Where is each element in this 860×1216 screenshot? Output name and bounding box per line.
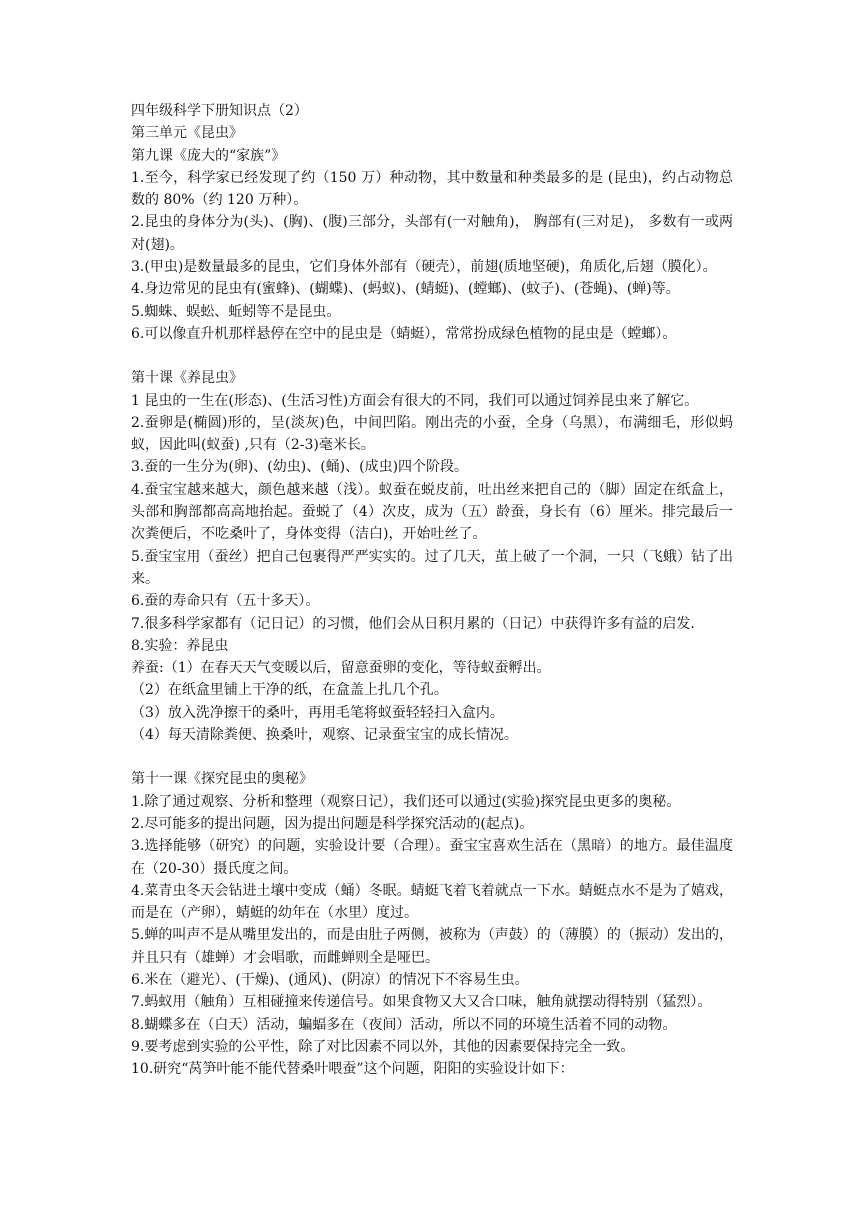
- list-item: 2.尽可能多的提出问题，因为提出问题是科学探究活动的(起点)。: [131, 815, 534, 832]
- list-item: 7.很多科学家都有（记日记）的习惯，他们会从日积月累的（日记）中获得许多有益的启发.: [131, 615, 695, 632]
- list-item: 3.选择能够（研究）的问题，实验设计要（合理）。蚕宝宝喜欢生活在（黑暗）的地方。最佳温度在（20-30）摄氏度之间。: [131, 838, 733, 877]
- list-item: 养蚕:（1）在春天天气变暖以后，留意蚕卵的变化，等待蚁蚕孵出。: [131, 660, 551, 677]
- list-item: 6.米在（避光）、(干燥)、(通风)、(阴凉）的情况下不容易生虫。: [131, 971, 529, 988]
- list-item: 7.蚂蚁用（触角）互相碰撞来传递信号。如果食物又大又合口味，触角就摆动得特别（猛烈）。: [131, 994, 712, 1011]
- list-item: 1.至今，科学家已经发现了约（150 万）种动物，其中数量和种类最多的是 (昆虫)，约占动物总数的 80%（约 120 万种）。: [131, 169, 733, 209]
- list-item: 1.除了通过观察、分析和整理（观察日记），我们还可以通过(实验)探究昆虫更多的奥秘。: [131, 793, 681, 810]
- list-item: 4.菜青虫冬天会钻进土壤中变成（蛹）冬眠。蜻蜓飞着飞着就点一下水。蜻蜓点水不是为了嬉戏，而是在（产卵），蜻蜓的幼年在（水里）度过。: [131, 882, 733, 922]
- lesson-heading: 第十一课《探究昆虫的奥秘》: [131, 771, 313, 788]
- unit-heading: 第三单元《昆虫》: [131, 125, 243, 142]
- list-item: 5.蝉的叫声不是从嘴里发出的，而是由肚子两侧，被称为（声鼓）的（薄膜）的（振动）发出的，并且只有（雄蝉）才会唱歌，而雌蝉则全是哑巴。: [131, 927, 733, 966]
- list-item: 5.蜘蛛、蜈蚣、蚯蚓等不是昆虫。: [131, 303, 341, 320]
- list-item: 2.蚕卵是(椭圆)形的，呈(淡灰)色，中间凹陷。刚出壳的小蚕，全身（乌黑），布满细毛，形似蚂蚁，因此叫(蚁蚕) ,只有（2-3)毫米长。: [131, 414, 733, 454]
- list-item: 1 昆虫的一生在(形态)、(生活习性)方面会有很大的不同，我们可以通过饲养昆虫来了解它。: [131, 392, 699, 409]
- list-item: 8.蝴蝶多在（白天）活动，蝙蝠多在（夜间）活动，所以不同的环境生活着不同的动物。: [131, 1016, 677, 1033]
- paragraph-spacer: [131, 345, 733, 367]
- list-item: 10.研究“莴笋叶能不能代替桑叶喂蚕”这个问题，阳阳的实验设计如下：: [131, 1061, 574, 1078]
- list-item: （4）每天清除粪便、换桑叶，观察、记录蚕宝宝的成长情况。: [131, 727, 518, 744]
- list-item: 6.蚕的寿命只有（五十多天）。: [131, 593, 320, 610]
- document-body: [131, 100, 733, 1080]
- document-title: 四年级科学下册知识点（2）: [131, 103, 308, 119]
- list-item: 8.实验：养昆虫: [131, 637, 229, 654]
- paragraph-spacer: [131, 746, 733, 768]
- list-item: （3）放入洗净擦干的桑叶，再用毛笔将蚁蚕轻轻扫入盒内。: [131, 704, 504, 721]
- list-item: 3.(甲虫)是数量最多的昆虫，它们身体外部有（硬壳），前翅(质地坚硬)，角质化,后翅（膜化）。: [131, 259, 717, 276]
- list-item: （2）在纸盒里铺上干净的纸，在盒盖上扎几个孔。: [131, 682, 448, 699]
- lesson-heading: 第十课《养昆虫》: [131, 370, 243, 387]
- list-item: 9.要考虑到实验的公平性，除了对比因素不同以外，其他的因素要保持完全一致。: [131, 1038, 635, 1055]
- list-item: 4.身边常见的昆虫有(蜜蜂)、(蝴蝶)、(蚂蚁)、(蜻蜓)、(螳螂)、(蚊子)、(苍蝇)、(蝉)等。: [131, 281, 680, 298]
- list-item: 5.蚕宝宝用（蚕丝）把自己包裹得严严实实的。过了几天，茧上破了一个洞，一只（飞蛾）钻了出来。: [131, 548, 733, 587]
- list-item: 6.可以像直升机那样悬停在空中的昆虫是（蜻蜓），常常扮成绿色植物的昆虫是（螳螂）。: [131, 325, 677, 342]
- lesson-heading: 第九课《庞大的“家族”》: [131, 147, 286, 164]
- list-item: 2.昆虫的身体分为(头)、(胸)、(腹)三部分，头部有(一对触角)， 胸部有(三对足)， 多数有一或两对(翅)。: [131, 214, 733, 253]
- list-item: 3.蚕的一生分为(卵)、(幼虫)、(蛹)、(成虫)四个阶段。: [131, 459, 469, 476]
- list-item: 4.蚕宝宝越来越大，颜色越来越（浅）。蚁蚕在蜕皮前，吐出丝来把自己的（脚）固定在纸盒上，头部和胸部都高高地抬起。蚕蜕了（4）次皮，成为（五）龄蚕，身长有（6）厘米。排完最后一次粪便后，不吃桑叶了，身体变得（洁白)，开始吐丝了。: [131, 481, 733, 543]
